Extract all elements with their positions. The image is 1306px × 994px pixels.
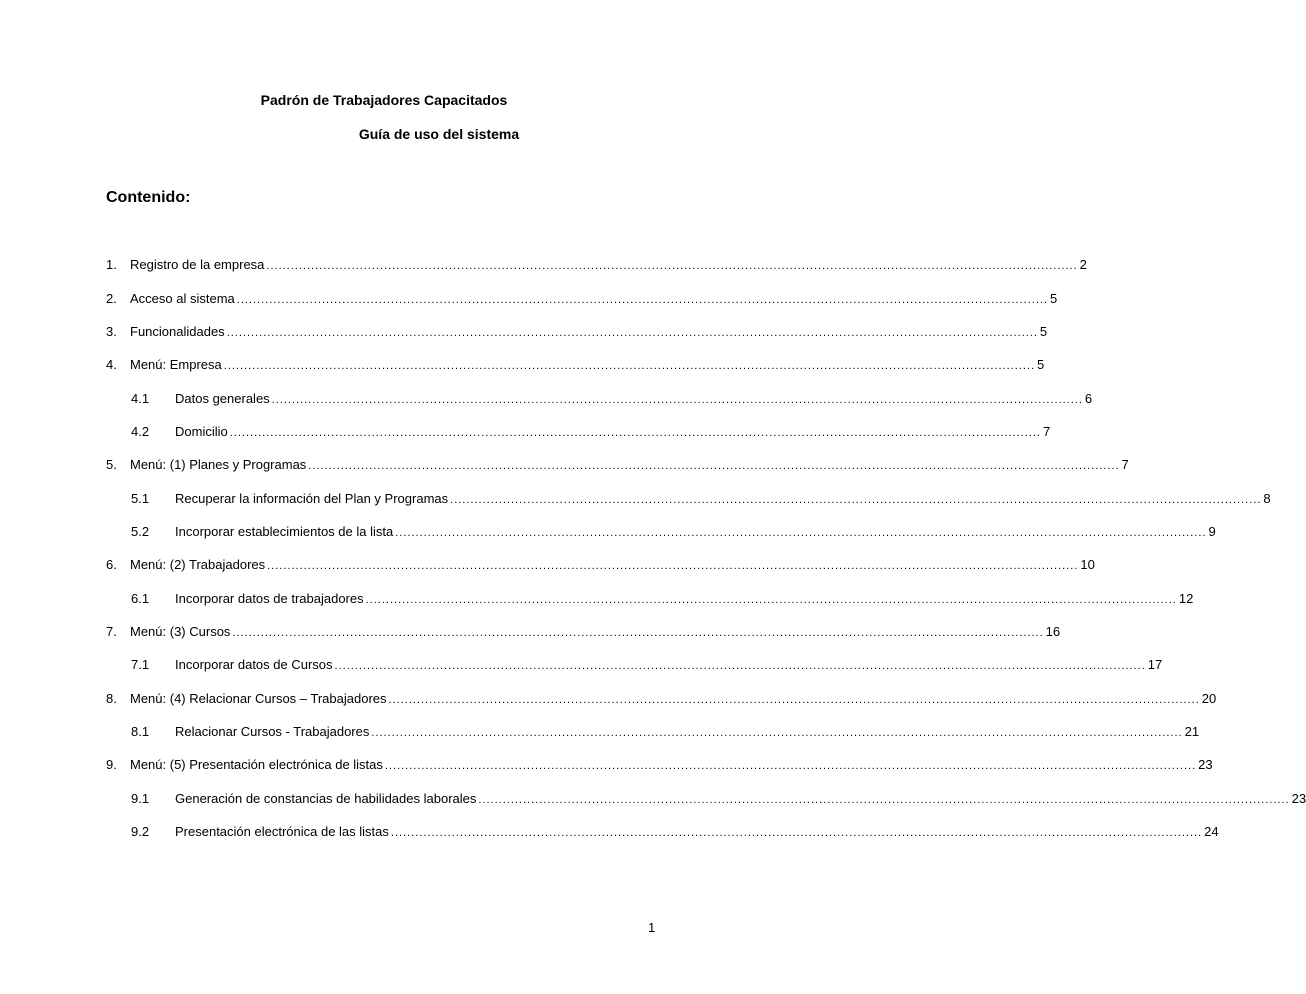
toc-dot-leader: ........................................................................................................................................................................................................ <box>395 527 1207 539</box>
toc-entry-page: 10 <box>1080 557 1095 572</box>
toc-entry[interactable] <box>131 491 1271 508</box>
toc-entry[interactable] <box>131 591 1194 608</box>
toc-entry-label: Generación de constancias de habilidades laborales <box>175 791 477 806</box>
toc-entry-number: 1. <box>106 257 117 272</box>
toc-entry-number: 7.1 <box>131 657 150 672</box>
toc-heading: Contenido: <box>106 189 191 206</box>
toc-entry-number: 9.2 <box>131 824 150 839</box>
toc-entry-page: 8 <box>1263 491 1271 506</box>
page-number: 1 <box>648 920 656 935</box>
toc-entry-page: 23 <box>1291 791 1306 806</box>
document-subtitle: Guía de uso del sistema <box>358 126 520 142</box>
toc-entry-page: 6 <box>1084 391 1093 406</box>
toc-entry[interactable] <box>106 691 1217 708</box>
toc-dot-leader: ........................................................................................................................................................................................................ <box>226 327 1038 339</box>
toc-entry[interactable] <box>106 557 1095 574</box>
toc-dot-leader: ........................................................................................................................................................................................................ <box>266 260 1078 272</box>
toc-dot-leader: ........................................................................................................................................................................................................ <box>308 460 1120 472</box>
toc-dot-leader: ........................................................................................................................................................................................................ <box>334 660 1146 672</box>
toc-dot-leader: ........................................................................................................................................................................................................ <box>450 494 1262 506</box>
toc-entry-label: Menú: Empresa <box>130 357 222 372</box>
toc-dot-leader: ........................................................................................................................................................................................................ <box>229 427 1041 439</box>
toc-dot-leader: ........................................................................................................................................................................................................ <box>223 360 1035 372</box>
toc-entry-label: Menú: (3) Cursos <box>130 624 231 639</box>
toc-entry[interactable] <box>106 291 1058 308</box>
toc-dot-leader: ........................................................................................................................................................................................................ <box>478 794 1290 806</box>
toc-dot-leader: ........................................................................................................................................................................................................ <box>365 594 1177 606</box>
toc-entry[interactable] <box>131 724 1200 741</box>
toc-entry[interactable] <box>106 324 1048 341</box>
toc-entry-label: Domicilio <box>175 424 228 439</box>
toc-entry-number: 9. <box>106 757 117 772</box>
toc-entry-number: 4.2 <box>131 424 150 439</box>
toc-entry-number: 3. <box>106 324 117 339</box>
toc-entry[interactable] <box>131 524 1216 541</box>
toc-entry-label: Datos generales <box>175 391 270 406</box>
toc-entry-page: 24 <box>1204 824 1219 839</box>
toc-entry[interactable] <box>131 657 1163 674</box>
toc-entry[interactable] <box>131 824 1219 841</box>
toc-entry-page: 20 <box>1201 691 1217 706</box>
toc-entry-page: 21 <box>1184 724 1200 739</box>
toc-entry-page: 5 <box>1050 291 1058 306</box>
toc-dot-leader: ........................................................................................................................................................................................................ <box>271 394 1083 406</box>
toc-entry-number: 5.1 <box>131 491 150 506</box>
toc-entry[interactable] <box>131 424 1051 441</box>
toc-dot-leader: ........................................................................................................................................................................................................ <box>232 627 1044 639</box>
toc-entry-number: 8.1 <box>131 724 150 739</box>
toc-entry-number: 9.1 <box>131 791 150 806</box>
toc-entry-label: Acceso al sistema <box>130 291 235 306</box>
toc-entry-page: 9 <box>1208 524 1216 539</box>
toc-entry-label: Menú: (5) Presentación electrónica de listas <box>130 757 383 772</box>
toc-entry-page: 2 <box>1079 257 1087 272</box>
toc-entry[interactable] <box>106 624 1061 641</box>
toc-entry-label: Recuperar la información del Plan y Programas <box>175 491 449 506</box>
toc-entry-number: 7. <box>106 624 117 639</box>
toc-entry-page: 7 <box>1121 457 1129 472</box>
toc-dot-leader: ........................................................................................................................................................................................................ <box>384 760 1197 772</box>
toc-entry-label: Funcionalidades <box>130 324 225 339</box>
toc-entry-page: 5 <box>1039 324 1048 339</box>
toc-entry[interactable] <box>106 257 1087 274</box>
toc-entry-label: Presentación electrónica de las listas <box>175 824 389 839</box>
toc-dot-leader: ........................................................................................................................................................................................................ <box>388 694 1200 706</box>
document-title: Padrón de Trabajadores Capacitados <box>260 92 508 108</box>
toc-entry-number: 5.2 <box>131 524 150 539</box>
toc-entry-page: 16 <box>1045 624 1061 639</box>
toc-entry[interactable] <box>106 357 1045 374</box>
toc-entry-page: 12 <box>1178 591 1194 606</box>
toc-entry-label: Incorporar establecimientos de la lista <box>175 524 394 539</box>
toc-dot-leader: ........................................................................................................................................................................................................ <box>236 294 1048 306</box>
toc-dot-leader: ........................................................................................................................................................................................................ <box>390 827 1203 839</box>
toc-dot-leader: ........................................................................................................................................................................................................ <box>371 727 1183 739</box>
toc-entry-number: 4. <box>106 357 117 372</box>
toc-entry-number: 6.1 <box>131 591 150 606</box>
toc-entry-number: 5. <box>106 457 117 472</box>
toc-entry[interactable] <box>131 791 1306 808</box>
toc-entry-number: 8. <box>106 691 117 706</box>
toc-entry[interactable] <box>106 457 1129 474</box>
toc-entry-page: 7 <box>1042 424 1051 439</box>
toc-entry-label: Menú: (4) Relacionar Cursos – Trabajadores <box>130 691 387 706</box>
toc-entry[interactable] <box>106 757 1213 774</box>
toc-entry-label: Incorporar datos de Cursos <box>175 657 333 672</box>
toc-entry-number: 4.1 <box>131 391 150 406</box>
toc-entry-label: Menú: (2) Trabajadores <box>130 557 266 572</box>
toc-dot-leader: ........................................................................................................................................................................................................ <box>267 560 1079 572</box>
toc-entry-page: 5 <box>1037 357 1045 372</box>
toc-entry-page: 17 <box>1147 657 1163 672</box>
toc-entry-page: 23 <box>1198 757 1213 772</box>
toc-entry-number: 6. <box>106 557 117 572</box>
toc-entry-label: Relacionar Cursos - Trabajadores <box>175 724 370 739</box>
toc-entry[interactable] <box>131 391 1093 408</box>
toc-entry-number: 2. <box>106 291 117 306</box>
toc-entry-label: Incorporar datos de trabajadores <box>175 591 364 606</box>
toc-entry-label: Menú: (1) Planes y Programas <box>130 457 307 472</box>
toc-entry-label: Registro de la empresa <box>130 257 265 272</box>
